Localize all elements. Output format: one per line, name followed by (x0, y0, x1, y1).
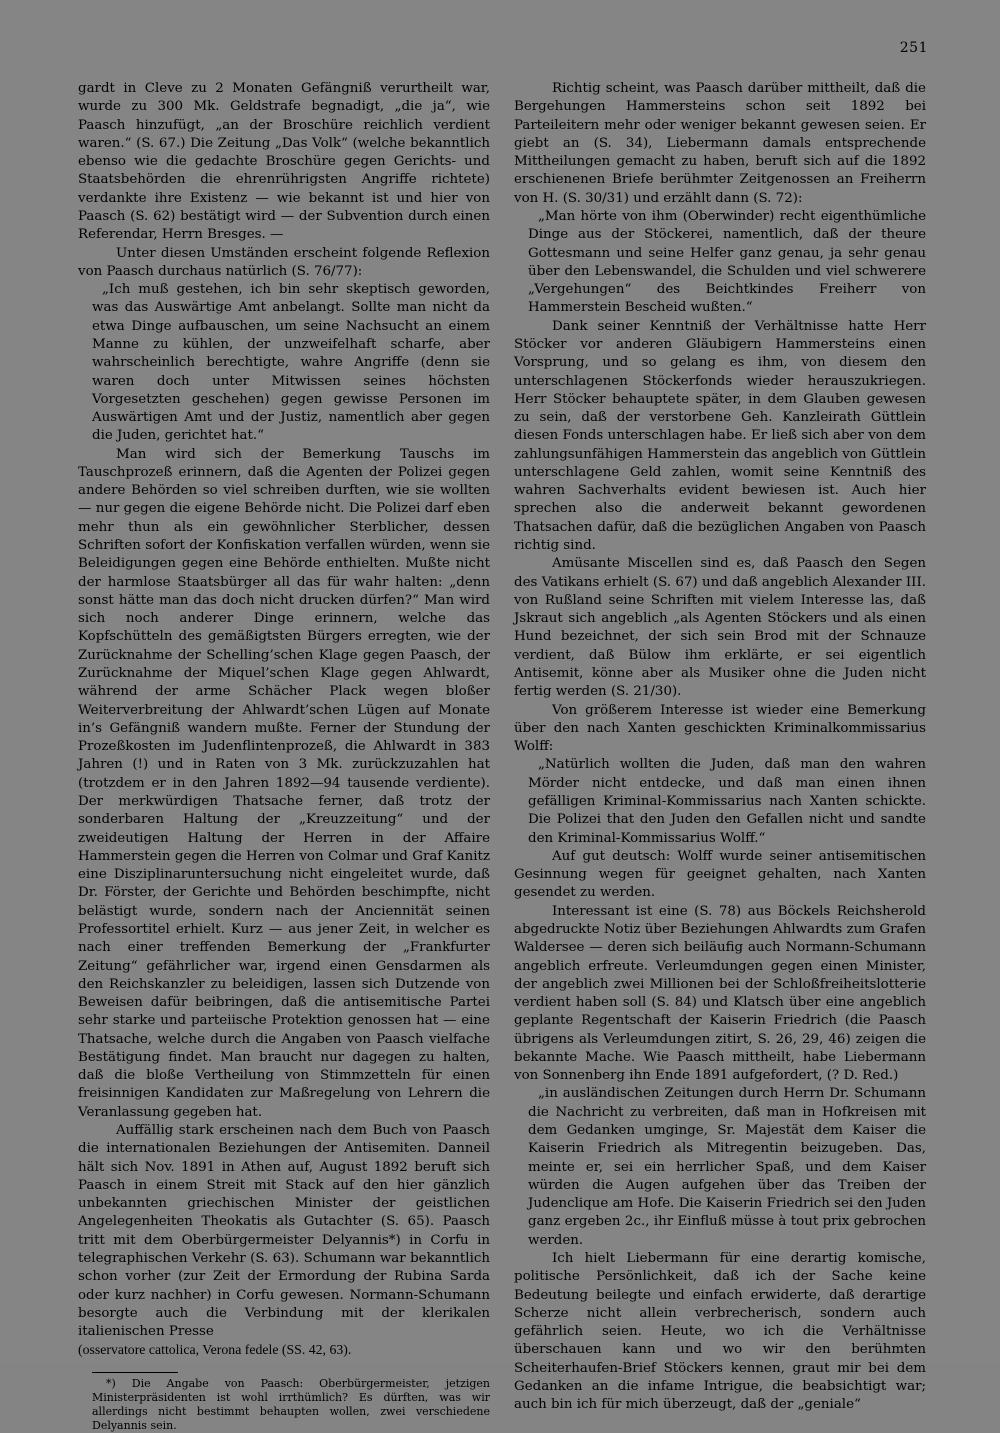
block-quote: „in ausländischen Zeitungen durch Herrn Dr. Schumann die Nachricht zu verbreiten, daß man in Hofkreisen mit dem Gedanken umginge, Sr. Majestät dem Kaiser die Kaiserin Friedrich als Mitregentin beizugeben. Das, meinte er, sei ein herrlicher Spaß, und dem Kaiser würden die Augen aufgehen über das Treiben der Judenclique am Hofe. Die Kaiserin Friedrich sei den Juden ganz ergeben 2c., ihr Einfluß müsse à tout prix gebrochen werden. (528, 1086, 926, 1248)
paragraph: gardt in Cleve zu 2 Monaten Gefängniß verurtheilt war, wurde zu 300 Mk. Geldstrafe begnadigt, „die ja“, wie Paasch hinzufügt, „an der Broschüre reichlich verdient waren.“ (S. 67.) Die Zeitung „Das Volk“ (welche bekanntlich ebenso wie die gedachte Broschüre gegen Gerichts- und Staatsbehörden die ehrenrührigsten Angriffe richtete) verdankte ihre Existenz — wie bekannt ist und hier von Paasch (S. 62) bestätigt wird — der Subvention durch einen Referendar, Herrn Bresges. — (78, 81, 490, 243)
paragraph: Amüsante Miscellen sind es, daß Paasch den Segen des Vatikans erhielt (S. 67) und daß angeblich Alexander III. von Rußland seine Schriften mit vielem Interesse las, daß Jskraut sich angeblich „als Agenten Stöckers und als einen Hund bezeichnet, der sich sein Brod mit der Schnauze verdient, daß Bülow ihm erklärte, er sei eigentlich Antisemit, könne aber als Musiker ohne die Juden nicht fertig werden (S. 21/30). (514, 556, 926, 700)
footnote: *) Die Angabe von Paasch: Oberbürgermeister, jetzigen Ministerpräsidenten ist wohl irrthümlich? Es dürften, was wir allerdings nicht bestimmt behaupten wollen, zwei verschiedene Delyannis sein. (92, 1376, 490, 1432)
block-quote: „Ich muß gestehen, ich bin sehr skeptisch geworden, was das Auswärtige Amt anbelangt. Sollte man nicht da etwa Dinge aufbauschen, um seine Nachsucht an einem Manne zu kühlen, der unzweifelhaft scharfe, aber wahrscheinlich berechtigte, wahre Angriffe (denn sie waren doch unter Mitwissen seines höchsten Vorgesetzten geschehen) gegen gewisse Personen im Auswärtigen Amt und der Justiz, namentlich aber gegen die Juden, gerichtet hat.“ (92, 282, 490, 444)
paragraph: Auf gut deutsch: Wolff wurde seiner antisemitischen Gesinnung wegen für geeignet gehalten, nach Xanten gesendet zu werden. (514, 848, 926, 901)
paragraph: Interessant ist eine (S. 78) aus Böckels Reichsherold abgedruckte Notiz über Beziehungen Ahlwardts zum Grafen Waldersee — deren sich beiläufig auch Normann-Schumann angeblich erfreute. Verleumdungen gegen einen Minister, der angeblich zwei Millionen bei der Schloßfreiheitslotterie verdient haben soll (S. 84) und Klatsch über eine angeblich geplante Regentschaft der Kaiserin Friedrich (die Paasch übrigens als Verleumdungen zitirt, S. 26, 29, 46) zeigen die bekannte Mache. Wie Paasch mittheilt, habe Liebermann von Sonnenberg ihn Ende 1891 aufgefordert, (? D. Red.) (514, 903, 926, 1084)
paragraph: Ich hielt Liebermann für eine derartig komische, politische Persönlichkeit, daß ich der Sache keine Bedeutung beilegte und einfach erwiderte, daß derartige Scherze nicht allein verbrecherisch, sondern auch gefährlich seien. Heute, wo ich die Verhältnisse überschauen kann und wo wir den berühmten Scheiterhaufen-Brief Stöckers kennen, graut mir bei dem Gedanken an die infame Intrigue, die beabsichtigt war; auch bin ich für mich überzeugt, daß der „geniale“ (514, 1251, 926, 1413)
paragraph: Auffällig stark erscheinen nach dem Buch von Paasch die internationalen Beziehungen der Antisemiten. Danneil hält sich Nov. 1891 in Athen auf, August 1892 beruft sich Paasch in einem Streit mit Stack auf den hier gänzlich unbekannten griechischen Minister der geistlichen Angelegenheiten Theokatis als Gutachter (S. 65). Paasch tritt mit dem Oberbürgermeister Delyannis*) in Corfu in telegraphischen Verkehr (S. 63). Schumann war bekanntlich schon vorher (zur Zeit der Ermordung der Rubina Sarda oder kurz nachher) in Corfu gewesen. Normann-Schumann besorgte auch die Verbindung mit der klerikalen italienischen Presse (78, 1123, 490, 1340)
block-quote: „Man hörte von ihm (Oberwinder) recht eigenthümliche Dinge aus der Stöckerei, namentlich, daß der theure Gottesmann und seine Helfer ganz genau, ja sehr genau über den Lebenswandel, die Schulden und viel schwerere „Vergehungen“ des Beichtkindes Freiherr von Hammerstein Bescheid wußten.“ (528, 208, 926, 316)
paragraph-latin: (osservatore cattolica, Verona fedele (SS. 42, 63). (78, 1342, 352, 1358)
paragraph: Man wird sich der Bemerkung Tauschs im Tauschprozeß erinnern, daß die Agenten der Polizei gegen andere Behörden so viel schreiben durften, wie sie wollten — nur gegen die eigene Behörde nicht. Die Polizei darf eben mehr thun als ein gewöhnlicher Sterblicher, dessen Schriften sofort der Konfiskation verfallen würden, wenn sie Beleidigungen gegen eine Behörde enthielten. Mußte nicht der harmlose Staatsbürger all das für wahr halten: „denn sonst hätte man das doch nicht drucken dürfen?“ Man wird sich noch anderer Dinge erinnern, welche das Kopfschütteln des gemäßigtsten Bürgers erregten, wie der Zurücknahme der Schelling’schen Klage gegen Paasch, der Zurücknahme der Miquel’schen Klage gegen Ahlwardt, während der arme Schächer Plack wegen bloßer Weiterverbreitung der Ahlwardt’schen Lügen auf Monate in’s Gefängniß wandern mußte. Ferner der Stundung der Prozeßkosten im Judenflintenprozeß, die Ahlwardt in 383 Jahren (!) und in Raten von 3 Mk. zurückzuzahlen hat (trotzdem er in den Jahren 1892—94 tausende verdiente). Der merkwürdigen Thatsache ferner, daß trotz der sonderbaren Haltung der „Kreuzzeitung“ und der zweideutigen Haltung der Herren in der Affaire Hammerstein gegen die Herren von Colmar und Graf Kanitz eine Disziplinaruntersuchung nicht eingeleitet wurde, daß Dr. Förster, der Gerichte und Behörden beschimpfte, nicht belästigt wurde, sondern nach der Anciennität seinen Professortitel erhielt. Kurz — aus jener Zeit, in welcher es nach einer treffenden Bemerkung der „Frankfurter Zeitung“ gefährlicher war, irgend einen Gensdarmen als den Reichskanzler zu beleidigen, lassen sich Dutzende von Beweisen dafür beibringen, daß die antisemitische Partei sehr starke und parteiische Protektion genossen hat — eine Thatsache, welche durch die Angaben von Paasch vielfache Bestätigung findet. Man braucht nur dagegen zu halten, daß die bloße Vertheilung von Stimmzetteln für einen freisinnigen Kandidaten zur Maßregelung von Lehrern die Veranlassung gegeben hat. (78, 446, 490, 1120)
paragraph: Unter diesen Umständen erscheint folgende Reflexion von Paasch durchaus natürlich (S. 76/77): (78, 245, 490, 279)
right-column (514, 80, 926, 1415)
paragraph: Dank seiner Kenntniß der Verhältnisse hatte Herr Stöcker vor anderen Gläubigern Hammersteins einen Vorsprung, und so gelang es ihm, von diesem den unterschlagenen Stöckerfonds wieder herauszukriegen. Herr Stöcker behauptete später, in dem Glauben gewesen zu sein, daß der verstorbene Geh. Kanzleirath Güttlein diesen Fonds unterschlagen habe. Er ließ sich aber von dem zahlungsunfähigen Hammerstein das angeblich von Güttlein unterschlagene Geld zahlen, womit seine Kenntniß des wahren Sachverhalts evident bewiesen ist. Auch hier sprechen also die anderweit bekannt gewordenen Thatsachen dafür, daß die bezüglichen Angaben von Paasch richtig sind. (514, 318, 926, 554)
left-column (78, 80, 490, 1433)
paragraph: Richtig scheint, was Paasch darüber mittheilt, daß die Bergehungen Hammersteins schon seit 1892 bei Parteileitern mehr oder weniger bekannt gewesen seien. Er giebt an (S. 34), Liebermann damals entsprechende Mittheilungen gemacht zu haben, beruft sich auf die 1892 erschienenen Briefe berühmter Zeitgenossen an Freiherrn von H. (S. 30/31) und erzählt dann (S. 72): (514, 81, 926, 206)
page-number: 251 (899, 40, 928, 56)
block-quote: „Natürlich wollten die Juden, daß man den wahren Mörder nicht entdecke, und daß man einen ihnen gefälligen Kriminal-Kommissarius nach Xanten schickte. Die Polizei that den Juden den Gefallen nicht und sandte den Kriminal-Kommissarius Wolff.“ (528, 757, 926, 846)
footnote-divider (92, 1372, 178, 1373)
paragraph: Von größerem Interesse ist wieder eine Bemerkung über den nach Xanten geschickten Kriminalkommissarius Wolff: (514, 702, 926, 755)
